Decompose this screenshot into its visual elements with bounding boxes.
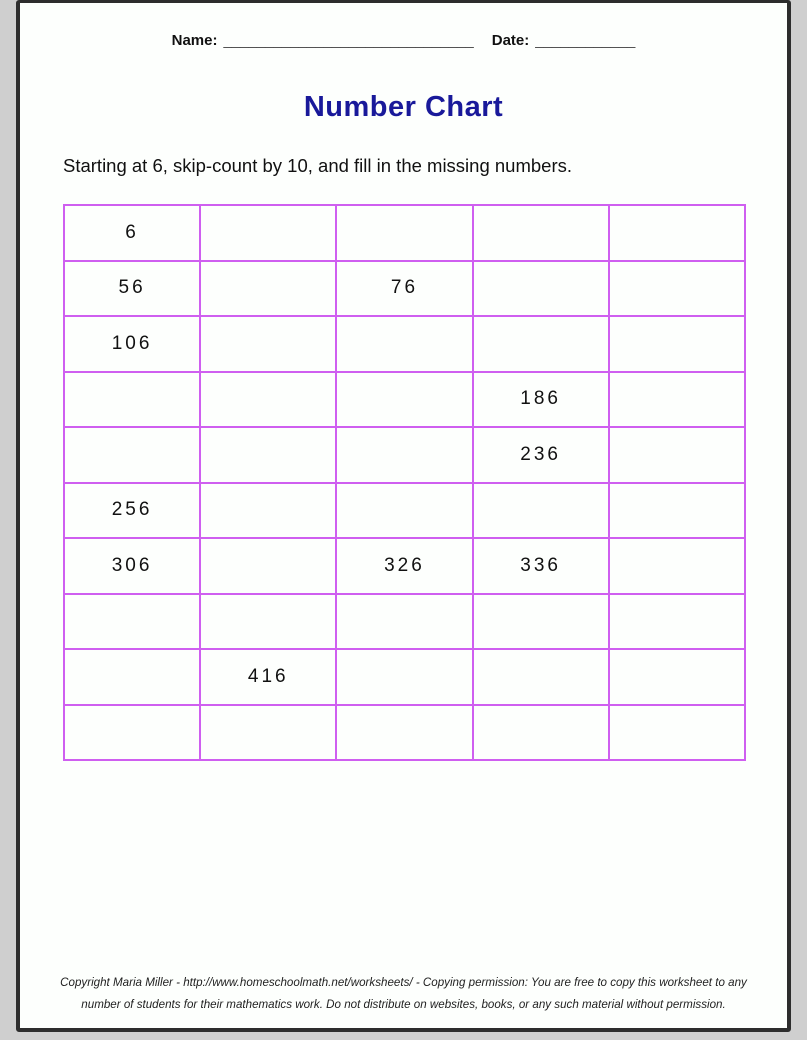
grid-cell-blank[interactable]	[336, 205, 472, 261]
grid-cell-blank[interactable]	[336, 483, 472, 539]
grid-row	[64, 372, 745, 428]
number-grid	[63, 204, 746, 761]
grid-cell-prefilled: 336	[473, 538, 609, 594]
grid-row	[64, 261, 745, 317]
grid-row	[64, 705, 745, 761]
grid-cell-blank[interactable]	[609, 483, 745, 539]
grid-cell-blank[interactable]	[200, 594, 336, 650]
grid-cell-prefilled: 326	[336, 538, 472, 594]
grid-cell-blank[interactable]	[200, 538, 336, 594]
grid-cell-blank[interactable]	[609, 205, 745, 261]
copyright-line-1: Copyright Maria Miller - http://www.homeschoolmath.net/worksheets/ - Copying permission: You are free to copy this worksheet to any	[60, 976, 747, 990]
grid-cell-blank[interactable]	[64, 372, 200, 428]
grid-cell-blank[interactable]	[609, 649, 745, 705]
grid-cell-blank[interactable]	[609, 594, 745, 650]
grid-cell-blank[interactable]	[200, 261, 336, 317]
grid-cell-blank[interactable]	[473, 483, 609, 539]
grid-cell-blank[interactable]	[64, 705, 200, 761]
grid-row	[64, 205, 745, 261]
grid-cell-blank[interactable]	[336, 427, 472, 483]
grid-cell-blank[interactable]	[336, 372, 472, 428]
grid-cell-prefilled: 256	[64, 483, 200, 539]
grid-cell-prefilled: 106	[64, 316, 200, 372]
grid-cell-prefilled: 56	[64, 261, 200, 317]
grid-cell-blank[interactable]	[473, 316, 609, 372]
grid-row	[64, 594, 745, 650]
grid-cell-blank[interactable]	[200, 372, 336, 428]
grid-cell-blank[interactable]	[200, 316, 336, 372]
instruction-text: Starting at 6, skip-count by 10, and fill in the missing numbers.	[63, 155, 573, 176]
worksheet-page	[16, 0, 791, 1032]
grid-cell-blank[interactable]	[200, 427, 336, 483]
grid-cell-blank[interactable]	[336, 649, 472, 705]
date-blank-line[interactable]: ____________	[535, 32, 636, 49]
grid-cell-blank[interactable]	[609, 261, 745, 317]
grid-cell-prefilled: 416	[200, 649, 336, 705]
grid-cell-blank[interactable]	[473, 594, 609, 650]
grid-cell-blank[interactable]	[64, 594, 200, 650]
grid-row	[64, 316, 745, 372]
grid-cell-blank[interactable]	[64, 649, 200, 705]
grid-cell-blank[interactable]	[336, 316, 472, 372]
grid-row	[64, 538, 745, 594]
page-title: Number Chart	[303, 91, 504, 123]
grid-cell-blank[interactable]	[473, 261, 609, 317]
grid-cell-prefilled: 76	[336, 261, 472, 317]
grid-cell-blank[interactable]	[64, 427, 200, 483]
copyright-footer	[20, 972, 787, 1015]
date-label: Date:	[491, 32, 530, 49]
copyright-line-2: number of students for their mathematics work. Do not distribute on websites, books, or any such material without permission.	[81, 997, 726, 1011]
grid-cell-blank[interactable]	[609, 372, 745, 428]
grid-cell-blank[interactable]	[473, 705, 609, 761]
grid-cell-blank[interactable]	[609, 427, 745, 483]
grid-cell-blank[interactable]	[609, 705, 745, 761]
grid-row	[64, 427, 745, 483]
grid-cell-blank[interactable]	[200, 483, 336, 539]
grid-cell-blank[interactable]	[200, 205, 336, 261]
grid-cell-prefilled: 186	[473, 372, 609, 428]
grid-cell-prefilled: 306	[64, 538, 200, 594]
grid-cell-blank[interactable]	[473, 649, 609, 705]
grid-cell-blank[interactable]	[473, 205, 609, 261]
grid-cell-blank[interactable]	[609, 316, 745, 372]
name-date-row	[20, 3, 787, 49]
grid-cell-blank[interactable]	[609, 538, 745, 594]
grid-row	[64, 483, 745, 539]
grid-cell-prefilled: 236	[473, 427, 609, 483]
name-label: Name:	[171, 32, 218, 49]
name-blank-line[interactable]: ______________________________	[223, 32, 474, 49]
grid-cell-blank[interactable]	[336, 705, 472, 761]
grid-cell-blank[interactable]	[200, 705, 336, 761]
grid-cell-blank[interactable]	[336, 594, 472, 650]
grid-row	[64, 649, 745, 705]
grid-cell-prefilled: 6	[64, 205, 200, 261]
